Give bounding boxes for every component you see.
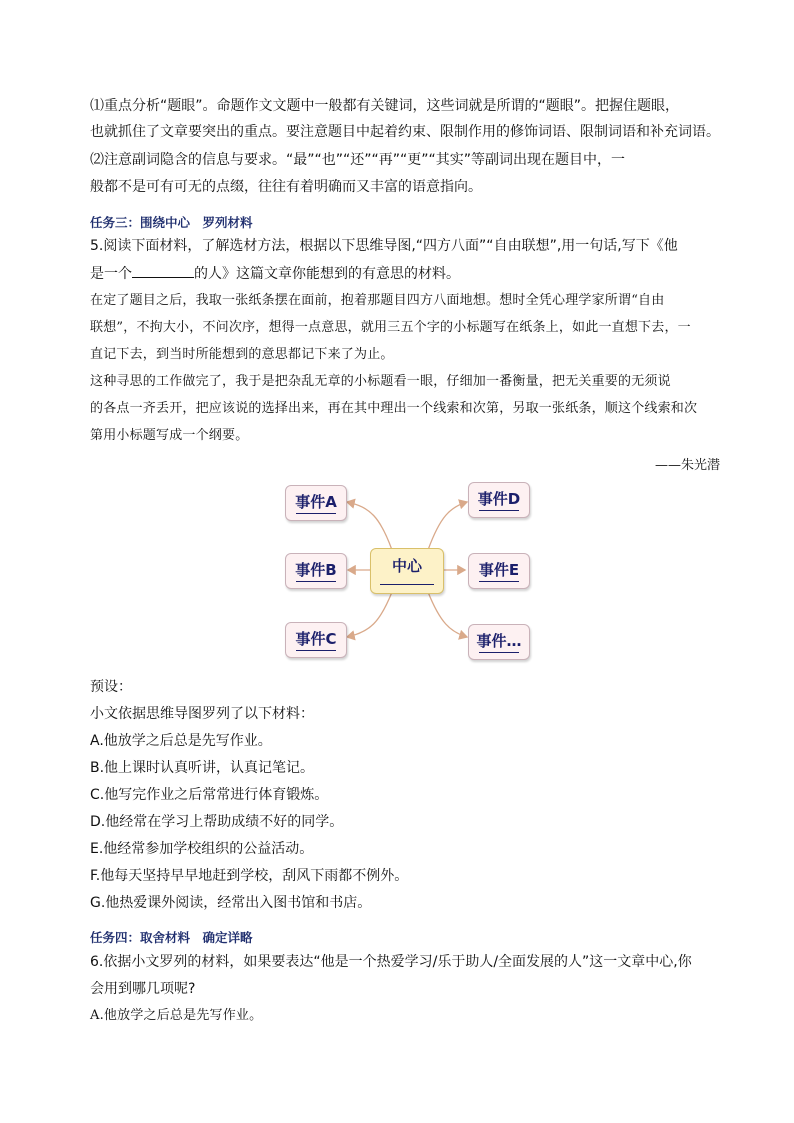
preset-intro: 小文依据思维导图罗列了以下材料： (90, 706, 314, 722)
list-item: F.他每天坚持早早地赶到学校，刮风下雨都不例外。 (90, 868, 409, 884)
event-blank-a (296, 513, 336, 514)
preset-label: 预设： (90, 679, 132, 695)
event-node-e (468, 553, 530, 589)
event-blank-b (296, 581, 336, 582)
task3-question-line1: 5.阅读下面材料，了解选材方法，根据以下思维导图,“四方八面”“自由联想”,用一句话,写下《他 (90, 238, 678, 254)
fill-in-blank[interactable] (132, 263, 194, 278)
intro-p2-line1: ⑵注意副词隐含的信息与要求。“最”“也”“还”“再”“更”“其实”等副词出现在题目中，一 (90, 152, 626, 168)
list-item: A.他放学之后总是先写作业。 (90, 733, 272, 749)
quote-p2-line1: 这种寻思的工作做完了，我于是把杂乱无章的小标题看一眼，仔细加一番衡量，把无关重要的无须说 (90, 374, 671, 389)
event-label-e: 事件E (478, 561, 520, 579)
event-blank-c (296, 650, 336, 651)
question-suffix: 的人》这篇文章你能想到的有意思的材料。 (194, 266, 460, 282)
quote-p1-line2: 联想”，不拘大小，不问次序，想得一点意思，就用三五个字的小标题写在纸条上，如此一直想下去，一 (90, 320, 691, 335)
quote-p2-line3: 第用小标题写成一个纲要。 (90, 428, 249, 443)
list-item: B.他上课时认真听讲，认真记笔记。 (90, 760, 315, 776)
center-blank (380, 584, 434, 585)
event-node-b (285, 553, 347, 589)
quote-p1-line3: 直记下去，到当时所能想到的意思都记下来了为止。 (90, 347, 394, 362)
event-blank-more (479, 652, 519, 653)
list-item: E.他经常参加学校组织的公益活动。 (90, 841, 314, 857)
intro-p1-line1: ⑴重点分析“题眼”。命题作文文题中一般都有关键词，这些词就是所谓的“题眼”。把握住题眼， (90, 98, 680, 114)
link-to-event-a (347, 502, 392, 550)
center-node (370, 548, 444, 594)
intro-p1-line2: 也就抓住了文章要突出的重点。要注意题目中起着约束、限制作用的修饰词语、限制词语和补充词语。 (90, 124, 720, 140)
event-label-c: 事件C (295, 630, 337, 648)
event-node-more (468, 624, 530, 660)
quote-p1-line1: 在定了题目之后，我取一张纸条摆在面前，抱着那题目四方八面地想。想时全凭心理学家所谓“自由 (90, 293, 665, 308)
task3-question-line2 (90, 263, 730, 284)
link-to-event-c (347, 592, 392, 637)
list-item: G.他热爱课外阅读，经常出入图书馆和书店。 (90, 895, 372, 911)
link-to-event-more (428, 592, 467, 637)
task4-question-line1: 6.依据小文罗列的材料，如果要表达“他是一个热爱学习/乐于助人/全面发展的人”这一文章中心,你 (90, 954, 692, 970)
list-item: C.他写完作业之后常常进行体育锻炼。 (90, 787, 329, 803)
task4-question-line2: 会用到哪几项呢? (90, 981, 196, 997)
event-node-c (285, 622, 347, 658)
link-to-event-d (428, 502, 467, 550)
question-prefix: 是一个 (90, 266, 132, 282)
event-label-more: 事件… (476, 632, 522, 650)
event-label-a: 事件A (295, 493, 337, 511)
event-label-b: 事件B (295, 561, 337, 579)
event-node-d (468, 482, 530, 518)
task4-heading: 任务四：取舍材料 确定详略 (90, 930, 253, 945)
list-item: D.他经常在学习上帮助成绩不好的同学。 (90, 814, 344, 830)
mind-map (280, 477, 540, 667)
task4-answer-line: A.他放学之后总是先写作业。 (90, 1008, 263, 1023)
event-blank-d (479, 510, 519, 511)
quote-p2-line2: 的各点一齐丢开，把应该说的选择出来，再在其中理出一个线索和次第，另取一张纸条，顺这个线索和次 (90, 401, 698, 416)
event-blank-e (479, 581, 519, 582)
event-label-d: 事件D (477, 490, 521, 508)
quote-attribution: ——朱光潜 (654, 458, 720, 473)
task3-heading: 任务三：围绕中心 罗列材料 (90, 215, 253, 230)
center-label: 中心 (391, 557, 422, 575)
event-node-a (285, 485, 347, 521)
intro-p2-line2: 般都不是可有可无的点缀，往往有着明确而又丰富的语意指向。 (90, 179, 482, 195)
